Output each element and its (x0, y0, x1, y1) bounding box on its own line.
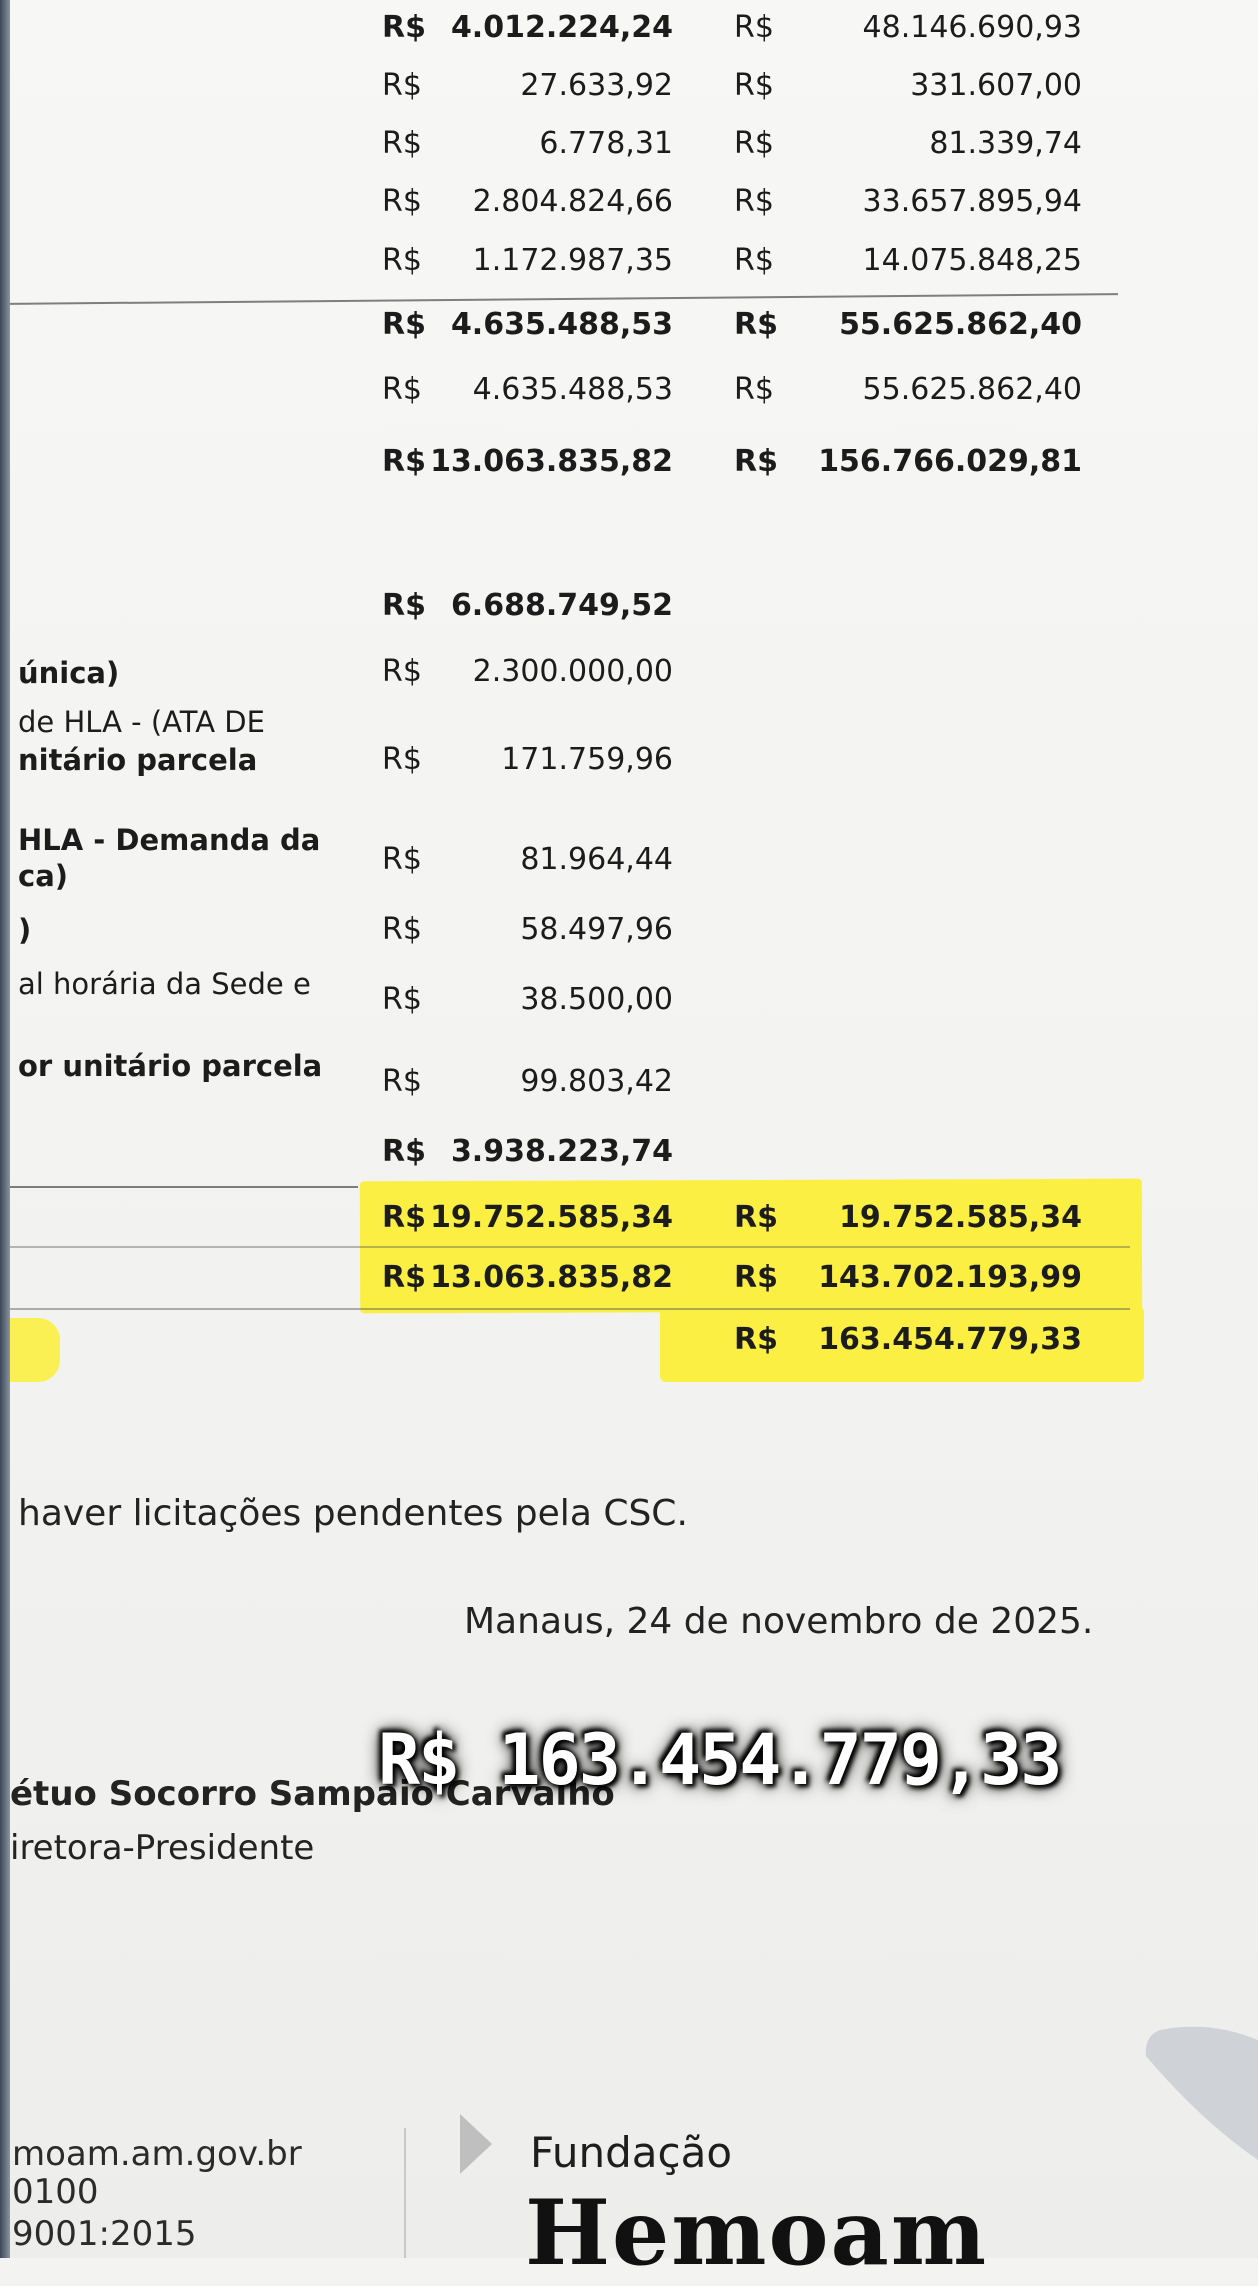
row-description: or unitário parcela (18, 1049, 323, 1083)
value-col1: 27.633,92 (520, 68, 673, 103)
row-description: al horária da Sede e (18, 967, 311, 1001)
currency-label: R$ (382, 444, 426, 479)
currency-label: R$ (734, 372, 774, 407)
logo-hemoam-text: Hemoam (525, 2180, 989, 2286)
value-col2: 163.454.779,33 (818, 1322, 1082, 1357)
signer-name: étuo Socorro Sampaio Carvalho (10, 1774, 615, 1814)
currency-label: R$ (734, 1260, 778, 1295)
currency-label: R$ (734, 243, 774, 278)
value-col2: 81.339,74 (929, 126, 1082, 161)
value-col1: 2.804.824,66 (472, 184, 673, 219)
decorative-corner-shape (1140, 2020, 1258, 2160)
currency-label: R$ (382, 842, 422, 877)
currency-label: R$ (734, 1200, 778, 1235)
value-col1: 2.300.000,00 (472, 654, 673, 689)
value-col1: 19.752.585,34 (430, 1200, 673, 1235)
value-col1: 4.635.488,53 (450, 307, 673, 342)
value-col1: 38.500,00 (520, 982, 673, 1017)
signer-role: iretora-Presidente (10, 1828, 315, 1868)
value-col1: 6.778,31 (539, 126, 673, 161)
currency-label: R$ (734, 444, 778, 479)
footer-website: moam.am.gov.br (12, 2134, 302, 2174)
value-col1: 4.635.488,53 (472, 372, 673, 407)
currency-label: R$ (382, 307, 426, 342)
currency-label: R$ (382, 243, 422, 278)
currency-label: R$ (382, 1064, 422, 1099)
currency-label: R$ (734, 126, 774, 161)
table-rule-4 (10, 1308, 1130, 1310)
table-rule-1 (10, 293, 1118, 305)
row-description: de HLA - (ATA DE (18, 705, 265, 739)
currency-label: R$ (382, 126, 422, 161)
row-description: única) (18, 656, 120, 690)
logo-foundation-text: Fundação (530, 2128, 733, 2177)
overlay-total-caption: R$ 163.454.779,33 (378, 1719, 1061, 1801)
currency-label: R$ (382, 1200, 426, 1235)
row-description: HLA - Demanda da (18, 823, 321, 857)
table-rule-2 (10, 1186, 358, 1188)
value-col2: 19.752.585,34 (839, 1200, 1082, 1235)
value-col2: 156.766.029,81 (818, 444, 1082, 479)
value-col1: 81.964,44 (520, 842, 673, 877)
footer-iso: 9001:2015 (12, 2214, 197, 2254)
value-col2: 48.146.690,93 (862, 10, 1082, 45)
currency-label: R$ (734, 307, 778, 342)
value-col1: 6.688.749,52 (450, 588, 673, 623)
value-col2: 14.075.848,25 (862, 243, 1082, 278)
value-col1: 1.172.987,35 (472, 243, 673, 278)
value-col2: 331.607,00 (910, 68, 1082, 103)
currency-label: R$ (382, 982, 422, 1017)
currency-label: R$ (734, 10, 774, 45)
value-col1: 13.063.835,82 (430, 444, 673, 479)
value-col2: 55.625.862,40 (862, 372, 1082, 407)
currency-label: R$ (382, 588, 426, 623)
row-description: ) (18, 913, 32, 947)
scanned-document (10, 0, 1258, 2286)
row-description: nitário parcela (18, 743, 258, 777)
currency-label: R$ (382, 742, 422, 777)
currency-label: R$ (382, 912, 422, 947)
pending-bids-note: haver licitações pendentes pela CSC. (18, 1493, 688, 1534)
row-description: ca) (18, 859, 69, 893)
highlight-smear-left (10, 1318, 60, 1382)
currency-label: R$ (734, 1322, 778, 1357)
footer-divider (404, 2128, 406, 2258)
value-col2: 33.657.895,94 (862, 184, 1082, 219)
window-left-edge (0, 0, 10, 2258)
value-col1: 3.938.223,74 (450, 1134, 673, 1169)
footer-phone: 0100 (12, 2172, 99, 2212)
currency-label: R$ (382, 1134, 426, 1169)
value-col2: 143.702.193,99 (818, 1260, 1082, 1295)
value-col1: 99.803,42 (520, 1064, 673, 1099)
place-date: Manaus, 24 de novembro de 2025. (464, 1601, 1094, 1642)
currency-label: R$ (382, 10, 426, 45)
hemoam-logo-icon (456, 2110, 496, 2182)
currency-label: R$ (734, 184, 774, 219)
value-col1: 13.063.835,82 (430, 1260, 673, 1295)
currency-label: R$ (382, 372, 422, 407)
currency-label: R$ (382, 68, 422, 103)
currency-label: R$ (382, 184, 422, 219)
value-col2: 55.625.862,40 (839, 307, 1082, 342)
currency-label: R$ (382, 654, 422, 689)
value-col1: 58.497,96 (520, 912, 673, 947)
table-rule-3 (10, 1246, 1130, 1248)
currency-label: R$ (734, 68, 774, 103)
value-col1: 171.759,96 (501, 742, 673, 777)
currency-label: R$ (382, 1260, 426, 1295)
value-col1: 4.012.224,24 (450, 10, 673, 45)
